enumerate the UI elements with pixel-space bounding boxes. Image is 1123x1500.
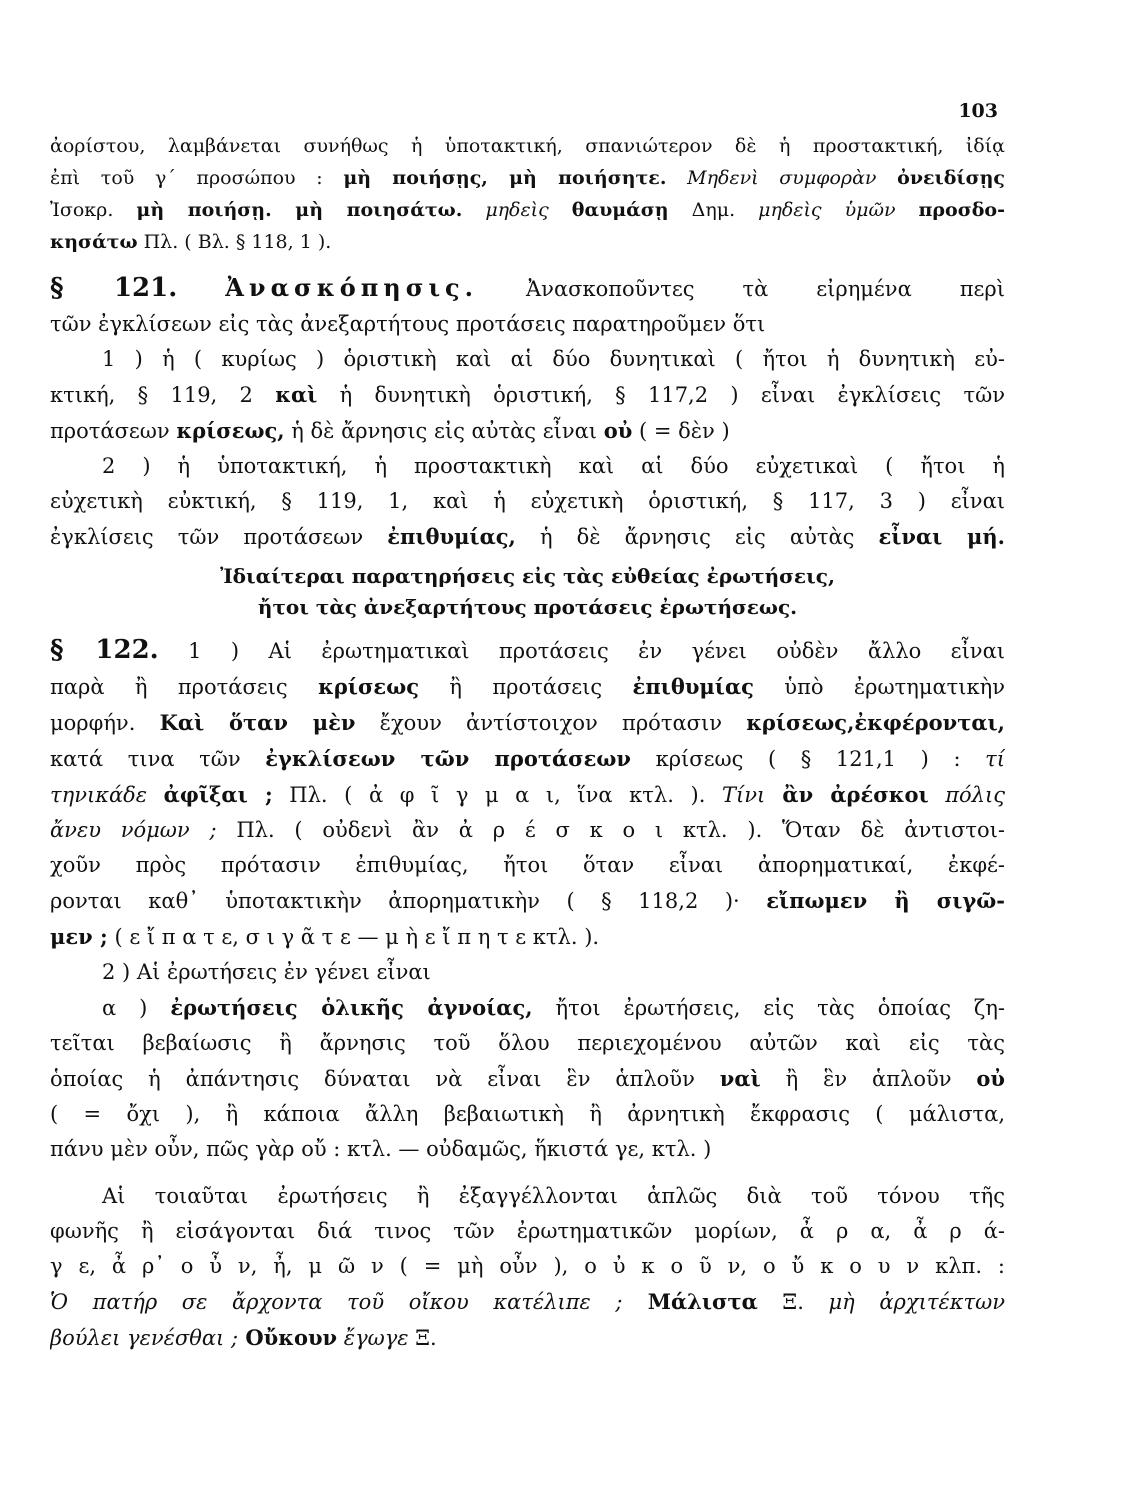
text-line: [50, 990, 1005, 1026]
text-span: ἤτοι ἐρωτήσεις, εἰς τὰς ὁποίας ζη-: [532, 996, 1005, 1020]
text-italic: τί: [985, 747, 1005, 771]
text-span: 1 ) ἡ ( κυρίως ) ὁριστικὴ καὶ αἱ δύο δυνητικαὶ ( ἤτοι ἡ δυνητικὴ εὐ-: [102, 347, 1005, 371]
text-bold: ἐρωτήσεις ὁλικῆς ἀγνοίας,: [170, 995, 533, 1020]
text-line: [50, 130, 1005, 162]
text-span: πάνυ μὲν οὖν, πῶς γὰρ οὔ : κτλ. — οὐδαμῶς, ἥκιστά γε, κτλ. ): [50, 1137, 712, 1161]
text-span: 2 ) Αἱ ἐρωτήσεις ἐν γένει εἶναι: [102, 960, 431, 984]
text-line: [50, 919, 1005, 955]
text-italic: βούλει γενέσθαι ;: [50, 1326, 239, 1350]
text-span: προτάσεων: [50, 419, 177, 443]
text-italic: Τίνι: [721, 783, 766, 807]
text-span: Πλ. ( ἀ φ ῖ γ μ α ι, ἵνα κτλ. ).: [272, 783, 722, 807]
text-bold: Καὶ ὅταν μὲν: [159, 710, 356, 735]
text-span: ἡ δυνητικὴ ὁριστική, § 117,2 ) εἶναι ἐγκλίσεις τῶν: [317, 383, 1005, 407]
text-span: 2 ) ἡ ὑποτακτική, ἡ προστακτικὴ καὶ αἱ δύο εὐχετικαὶ ( ἤτοι ἡ: [102, 454, 1005, 478]
text-line: [50, 813, 1005, 848]
text-line: [50, 1097, 1005, 1132]
text-line: [50, 307, 1005, 342]
text-bold: ναὶ: [719, 1066, 761, 1091]
text-bold: κρίσεως,: [176, 418, 285, 443]
text-italic: ἄνευ νόμων ;: [50, 818, 217, 842]
text-span: ρονται καθ᾽ ὑποτακτικὴν ἀπορηματικὴν ( § 118,2 )·: [50, 889, 767, 913]
text-bold: Οὔκουν: [238, 1325, 338, 1350]
text-span: Δημ.: [668, 199, 759, 221]
text-span: Ξ.: [757, 1290, 829, 1314]
text-line: [50, 377, 1005, 413]
text-span: γ ε, ἆ ρ᾽ ο ὖ ν, ἦ, μ ῶ ν ( = μὴ οὖν ), ο ὐ κ ο ῦ ν, ο ὔ κ ο υ ν κλπ. :: [50, 1254, 1005, 1278]
text-line: [50, 1214, 1005, 1249]
text-italic: πόλις: [928, 783, 1005, 807]
text-italic: μηδεὶς: [462, 199, 572, 221]
section-number: § 122.: [50, 635, 159, 665]
text-span: Πλ. ( Βλ. § 118, 1 ).: [137, 231, 332, 253]
text-span: εὐχετικὴ εὐκτική, § 119, 1, καὶ ἡ εὐχετικὴ ὁριστική, § 117, 3 ) εἶναι: [50, 489, 1005, 513]
section-121: [50, 270, 1005, 555]
text-line: [50, 741, 1005, 777]
text-line: [50, 484, 1005, 519]
text-span: φωνῆς ἢ εἰσάγονται διά τινος τῶν ἐρωτηματικῶν μορίων, ἆ ρ α, ἆ ρ ά-: [50, 1219, 1005, 1243]
intro-paragraph: [50, 130, 1005, 258]
text-span: ἀορίστου, λαμβάνεται συνήθως ἡ ὑποτακτική, σπανιώτερον δὲ ἡ προστακτική, ἰδίᾳ: [50, 135, 1005, 157]
page-body: [50, 130, 1005, 1356]
text-italic: μηδεὶς ὑμῶν: [758, 199, 919, 221]
text-line: [50, 955, 1005, 990]
text-span: ἢ ἓν ἁπλοῦν: [760, 1067, 977, 1091]
text-span: χοῦν πρὸς πρότασιν ἐπιθυμίας, ἤτοι ὅταν εἶναι ἀπορηματικαί, ἐκφέ-: [50, 853, 1005, 877]
text-italic: Μηδενὶ συμφορὰν: [666, 167, 898, 189]
text-bold: ὀνειδίσῃς: [897, 167, 1005, 189]
text-line: [50, 1284, 1005, 1320]
text-line: [50, 1132, 1005, 1167]
text-bold: ἐκφέρονται,: [854, 710, 1005, 735]
text-span: Ξ.: [408, 1326, 437, 1350]
text-line: [50, 162, 1005, 194]
text-line: [50, 705, 1005, 741]
text-span: ἐπὶ τοῦ γ΄ προσώπου :: [50, 167, 344, 189]
text-line: [50, 413, 1005, 449]
text-bold: εἴπωμεν ἢ σιγῶ-: [766, 888, 1005, 913]
text-line: [50, 449, 1005, 484]
text-italic: μὴ ἀρχιτέκτων: [828, 1290, 1005, 1314]
text-span: κατά τινα τῶν: [50, 747, 266, 771]
text-line: [50, 1061, 1005, 1097]
text-line: [50, 226, 1005, 258]
text-bold: Μάλιστα: [622, 1289, 758, 1314]
text-line: [50, 1320, 1005, 1356]
subheading: [50, 561, 1005, 623]
text-bold: ἐγκλίσεων τῶν προτάσεων: [265, 746, 631, 771]
text-span: κτική, § 119, 2: [50, 383, 276, 407]
text-bold: κρίσεως: [318, 674, 419, 699]
text-span: ἡ δὲ ἄρνησις εἰς αὐτὰς: [515, 525, 879, 549]
text-span: τῶν ἐγκλίσεων εἰς τὰς ἀνεξαρτήτους προτάσεις παρατηροῦμεν ὅτι: [50, 312, 766, 336]
text-span: ἐγκλίσεις τῶν προτάσεων: [50, 525, 388, 549]
text-span: ἢ προτάσεις: [418, 675, 633, 699]
subheading-line: Ἰδιαίτεραι παρατηρήσεις εἰς τὰς εὐθείας ἐρωτήσεις,: [220, 564, 835, 588]
text-bold: ἐπιθυμίας: [632, 674, 754, 699]
text-bold: εἶναι μή.: [878, 524, 1005, 549]
page-number: 103: [958, 100, 998, 122]
section-heading-line: [50, 633, 1005, 669]
text-bold: μὴ ποιήσῃ. μὴ ποιησάτω.: [136, 199, 463, 221]
text-bold: προσδο-: [918, 199, 1005, 221]
text-italic: Ὁ πατήρ σε ἄρχοντα τοῦ οἴκου κατέλιπε ;: [50, 1290, 623, 1314]
text-span: Ἀνασκοποῦντες τὰ εἰρημένα περὶ: [478, 277, 1005, 301]
text-span: μορφήν.: [50, 711, 160, 735]
text-line: [50, 1179, 1005, 1214]
text-span: 1 ) Αἱ ἐρωτηματικαὶ προτάσεις ἐν γένει οὐδὲν ἄλλο εἶναι: [158, 639, 1005, 663]
text-line: [50, 342, 1005, 377]
text-italic: ἔγωγε: [337, 1326, 409, 1350]
text-line: [50, 194, 1005, 226]
text-line: [50, 848, 1005, 883]
text-bold: ἀφῖξαι ;: [163, 782, 273, 807]
text-line: [50, 1026, 1005, 1061]
text-span: ( ε ἴ π α τ ε, σ ι γ ᾶ τ ε — μ ὴ ε ἴ π η τ ε κτλ. ).: [107, 925, 600, 949]
text-span: ὁποίας ἡ ἀπάντησις δύναται νὰ εἶναι ἓν ἁπλοῦν: [50, 1067, 720, 1091]
text-line: [50, 777, 1005, 813]
text-bold: κρίσεως,: [746, 710, 855, 735]
text-span: κρίσεως ( § 121,1 ) :: [630, 747, 986, 771]
text-bold: καὶ: [275, 382, 318, 407]
text-span: τεῖται βεβαίωσις ἢ ἄρνησις τοῦ ὅλου περιεχομένου αὐτῶν καὶ εἰς τὰς: [50, 1031, 1005, 1055]
subheading-line: ἤτοι τὰς ἀνεξαρτήτους προτάσεις ἐρωτήσεως.: [257, 595, 798, 619]
text-line: [50, 669, 1005, 705]
section-heading-line: [50, 270, 1005, 307]
text-bold: ἐπιθυμίας,: [387, 524, 516, 549]
text-bold: οὐ: [976, 1066, 1005, 1091]
text-span: παρὰ ἢ προτάσεις: [50, 675, 319, 699]
text-line: [50, 883, 1005, 919]
text-bold: κησάτω: [50, 231, 138, 253]
text-italic: τηνικάδε: [50, 783, 164, 807]
text-span: α ): [102, 996, 171, 1020]
text-span: ( = δὲν ): [632, 419, 730, 443]
text-line: [50, 519, 1005, 555]
text-span: ἡ δὲ ἄρνησις εἰς αὐτὰς εἶναι: [284, 419, 604, 443]
text-bold: μεν ;: [50, 924, 108, 949]
section-number: § 121.: [50, 273, 178, 303]
text-bold: οὐ: [603, 418, 633, 443]
section-title: Ἀνασκόπησις.: [225, 273, 479, 302]
text-bold: ἂν ἀρέσκοι: [765, 782, 929, 807]
text-line: [50, 1249, 1005, 1284]
text-bold: μὴ ποιήσῃς, μὴ ποιήσητε.: [343, 167, 667, 189]
section-122: [50, 633, 1005, 1356]
text-span: Αἱ τοιαῦται ἐρωτήσεις ἢ ἐξαγγέλλονται ἁπλῶς διὰ τοῦ τόνου τῆς: [102, 1184, 1005, 1208]
text-bold: θαυμάσῃ: [571, 199, 669, 221]
text-span: ὑπὸ ἐρωτηματικὴν: [753, 675, 1005, 699]
text-span: Ἰσοκρ.: [50, 199, 137, 221]
spacer: [50, 1167, 1005, 1179]
text-span: ( = ὄχι ), ἢ κάποια ἄλλη βεβαιωτικὴ ἢ ἀρνητικὴ ἔκφρασις ( μάλιστα,: [50, 1102, 1005, 1126]
spacer: [50, 258, 1005, 270]
text-span: Πλ. ( οὐδενὶ ἂν ἀ ρ έ σ κ ο ι κτλ. ). Ὅταν δὲ ἀντιστοι-: [216, 818, 1005, 842]
text-span: ἔχουν ἀντίστοιχον πρότασιν: [355, 711, 747, 735]
